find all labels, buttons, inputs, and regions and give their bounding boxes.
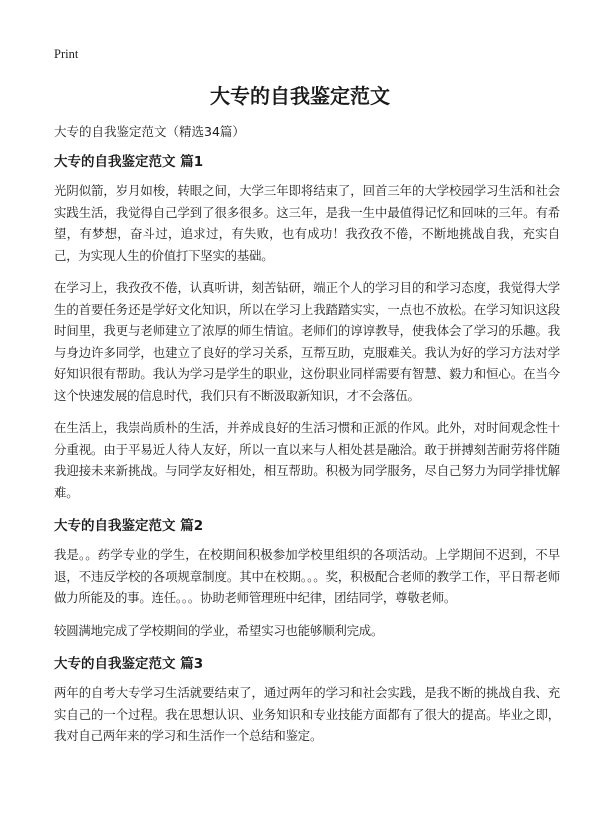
- paragraph: 两年的自考大专学习生活就要结束了，通过两年的学习和社会实践，是我不断的挑战自我、充实自己的一个过程。我在思想认识、业务知识和专业技能方面都有了很大的提高。毕业之即，我对自己两年来的学习和生活作一个总结和鉴定。: [54, 685, 560, 743]
- page-title: 大专的自我鉴定范文: [210, 84, 390, 108]
- section-3: [54, 652, 560, 747]
- section-heading: 大专的自我鉴定范文 篇3: [54, 656, 204, 672]
- paragraph: 我是。。药学专业的学生，在校期间积极参加学校里组织的各项活动。上学期间不迟到，不早退，不违反学校的各项规章制度。其中在校期。。。奖，积极配合老师的教学工作，平日帮老师做力所能及的事。连任。。。协助老师管理班中纪律，团结同学，尊敬老师。: [54, 547, 560, 605]
- document-subtitle: 大专的自我鉴定范文（精选34篇）: [54, 124, 245, 139]
- paragraph: 光阴似箭，岁月如梭，转眼之间，大学三年即将结束了，回首三年的大学校园学习生活和社会实践生活，我觉得自己学到了很多很多。这三年，是我一生中最值得记忆和回味的三年。有希望，有梦想，奋斗过，追求过，有失败，也有成功！我孜孜不倦，不断地挑战自我，充实自己，为实现人生的价值打下坚实的基础。: [54, 183, 560, 263]
- section-heading: 大专的自我鉴定范文 篇2: [54, 518, 204, 534]
- paragraph: 在生活上，我崇尚质朴的生活，并养成良好的生活习惯和正派的作风。此外，对时间观念性十分重视。由于平易近人待人友好，所以一直以来与人相处甚是融洽。敢于拼搏刻苦耐劳将伴随我迎接未来新挑战。与同学友好相处，相互帮助。积极为同学服务，尽自己努力为同学排忧解难。: [54, 420, 560, 500]
- paragraph: 较圆满地完成了学校期间的学业，希望实习也能够顺利完成。: [54, 622, 384, 638]
- section-1: [54, 150, 560, 503]
- paragraph: 在学习上，我孜孜不倦，认真听讲，刻苦钻研，端正个人的学习目的和学习态度，我觉得大学生的首要任务还是学好文化知识，所以在学习上我踏踏实实，一点也不放松。在学习知识这段时间里，我更与老师建立了浓厚的师生情谊。老师们的谆谆教导，使我体会了学习的乐趣。我与身边许多同学，也建立了良好的学习关系，互帮互助，克服难关。我认为好的学习方法对学好知识很有帮助。我认为学习是学生的职业，这份职业同样需要有智慧、毅力和恒心。在当今这个快速发展的信息时代，我们只有不断汲取新知识，才不会落伍。: [54, 280, 560, 403]
- section-heading: 大专的自我鉴定范文 篇1: [54, 154, 204, 170]
- document-body: [54, 150, 560, 758]
- section-2: [54, 514, 560, 641]
- print-link[interactable]: Print: [54, 47, 79, 61]
